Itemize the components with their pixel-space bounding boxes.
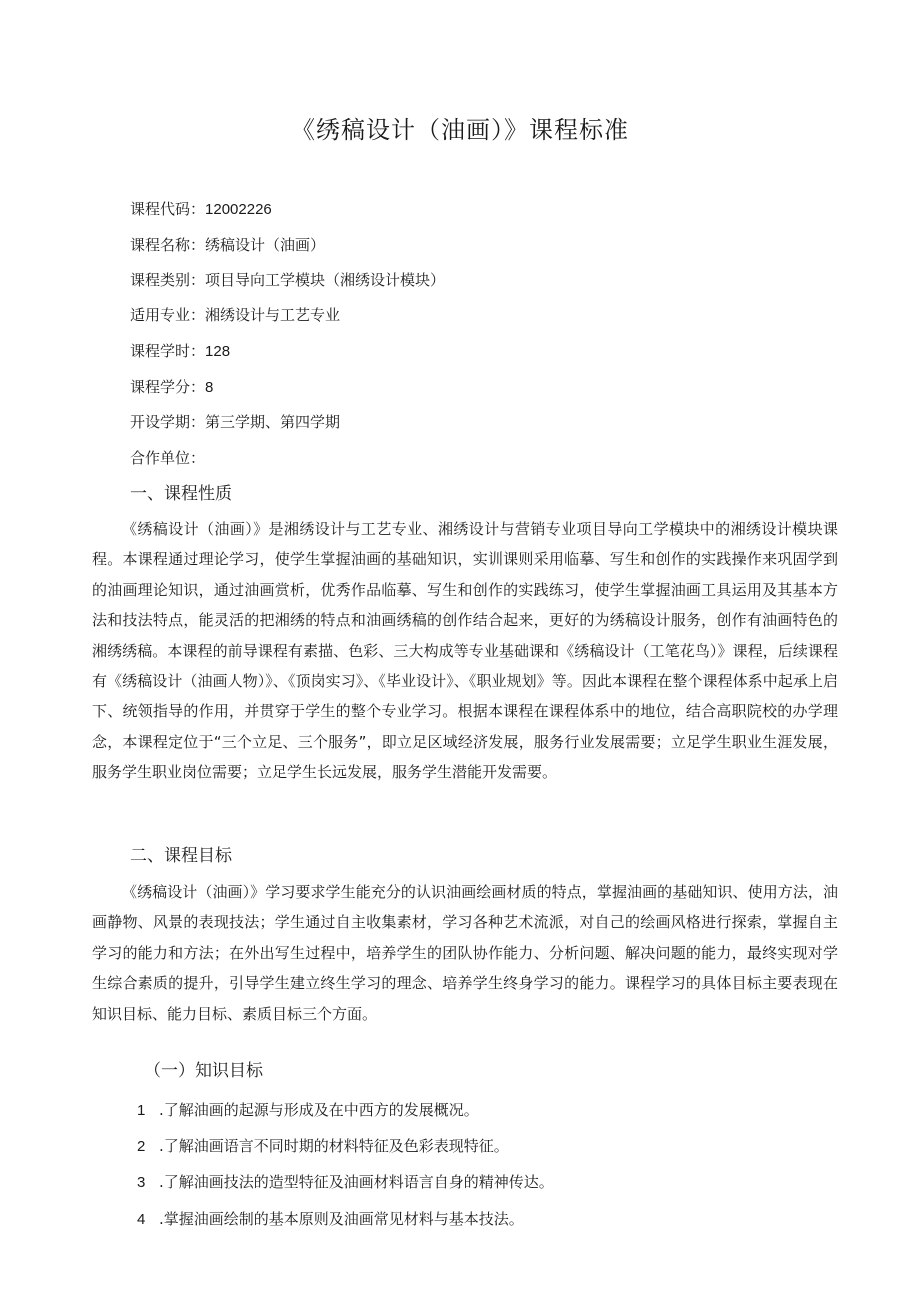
meta-value: 项目导向工学模块（湘绣设计模块） [205, 271, 446, 289]
meta-value: 绣稿设计（油画） [205, 236, 326, 254]
meta-semester [130, 412, 340, 432]
meta-course-category [130, 270, 445, 290]
list-item [137, 1209, 524, 1230]
meta-value: 湘绣设计与工艺专业 [205, 306, 341, 324]
meta-course-code [130, 199, 272, 220]
meta-label: 开设学期： [130, 413, 206, 431]
section-body-nature: 《绣稿设计（油画）》是湘绣设计与工艺专业、湘绣设计与营销专业项目导向工学模块中的湘绣设计模块课程。本课程通过理论学习，使学生掌握油画的基础知识，实训课则采用临摹、写生和创作的实践操作来巩固学到的油画理论知识，通过油画赏析，优秀作品临摹、写生和创作的实践练习，使学生掌握油画工具运用及其基本方法和技法特点，能灵活的把湘绣的特点和油画绣稿的创作结合起来，更好的为绣稿设计服务，创作有油画特色的湘绣绣稿。本课程的前导课程有素描、色彩、三大构成等专业基础课和《绣稿设计（工笔花鸟）》课程，后续课程有《绣稿设计（油画人物）》、《顶岗实习》、《毕业设计》、《职业规划》等。因此本课程在整个课程体系中起承上启下、统领指导的作用，并贯穿于学生的整个专业学习。根据本课程在课程体系中的地位，结合高职院校的办学理念，本课程定位于“三个立足、三个服务”，即立足区域经济发展，服务行业发展需要；立足学生职业生涯发展，服务学生职业岗位需要；立足学生长远发展，服务学生潜能开发需要。 [92, 520, 838, 782]
meta-major [130, 305, 340, 325]
list-item-number: 1 [137, 1102, 146, 1119]
list-item [137, 1100, 479, 1121]
list-item-number: 3 [137, 1174, 146, 1191]
list-item-text: .了解油画语言不同时期的材料特征及色彩表现特征。 [159, 1137, 509, 1155]
list-item-text: .了解油画的起源与形成及在中西方的发展概况。 [159, 1101, 479, 1119]
list-item-text: .了解油画技法的造型特征及油画材料语言自身的精神传达。 [159, 1173, 554, 1191]
meta-label: 课程学分： [130, 378, 206, 396]
list-item-number: 4 [137, 1211, 146, 1228]
section-heading-goals: 二、课程目标 [130, 846, 232, 866]
section-body-goals: 《绣稿设计（油画）》学习要求学生能充分的认识油画绘画材质的特点，掌握油画的基础知识、使用方法，油画静物、风景的表现技法；学生通过自主收集素材，学习各种艺术流派，对自己的绘画风格进行探索，掌握自主学习的能力和方法；在外出写生过程中，培养学生的团队协作能力、分析问题、解决问题的能力，最终实现对学生综合素质的提升，引导学生建立终生学习的理念、培养学生终身学习的能力。课程学习的具体目标主要表现在知识目标、能力目标、素质目标三个方面。 [92, 883, 838, 1023]
meta-label: 课程类别： [130, 271, 206, 289]
section-heading-nature: 一、课程性质 [130, 484, 232, 504]
meta-value: 12002226 [205, 201, 272, 218]
meta-label: 课程学时： [130, 342, 206, 360]
subsection-heading-knowledge: （一）知识目标 [144, 1061, 263, 1081]
meta-value: 128 [205, 343, 231, 360]
list-item-text: .掌握油画绘制的基本原则及油画常见材料与基本技法。 [159, 1210, 524, 1228]
list-item [137, 1172, 554, 1193]
page-title: 《绣稿设计（油画）》课程标准 [291, 116, 629, 144]
meta-hours [130, 341, 230, 362]
meta-label: 适用专业： [130, 306, 206, 324]
meta-course-name [130, 235, 325, 255]
meta-label: 合作单位： [130, 449, 206, 467]
meta-partner [130, 448, 205, 468]
meta-value: 8 [205, 379, 214, 396]
list-item [137, 1136, 509, 1157]
meta-value: 第三学期、第四学期 [205, 413, 341, 431]
meta-label: 课程名称： [130, 236, 206, 254]
meta-label: 课程代码： [130, 200, 206, 218]
meta-credits [130, 377, 213, 398]
list-item-number: 2 [137, 1138, 146, 1155]
